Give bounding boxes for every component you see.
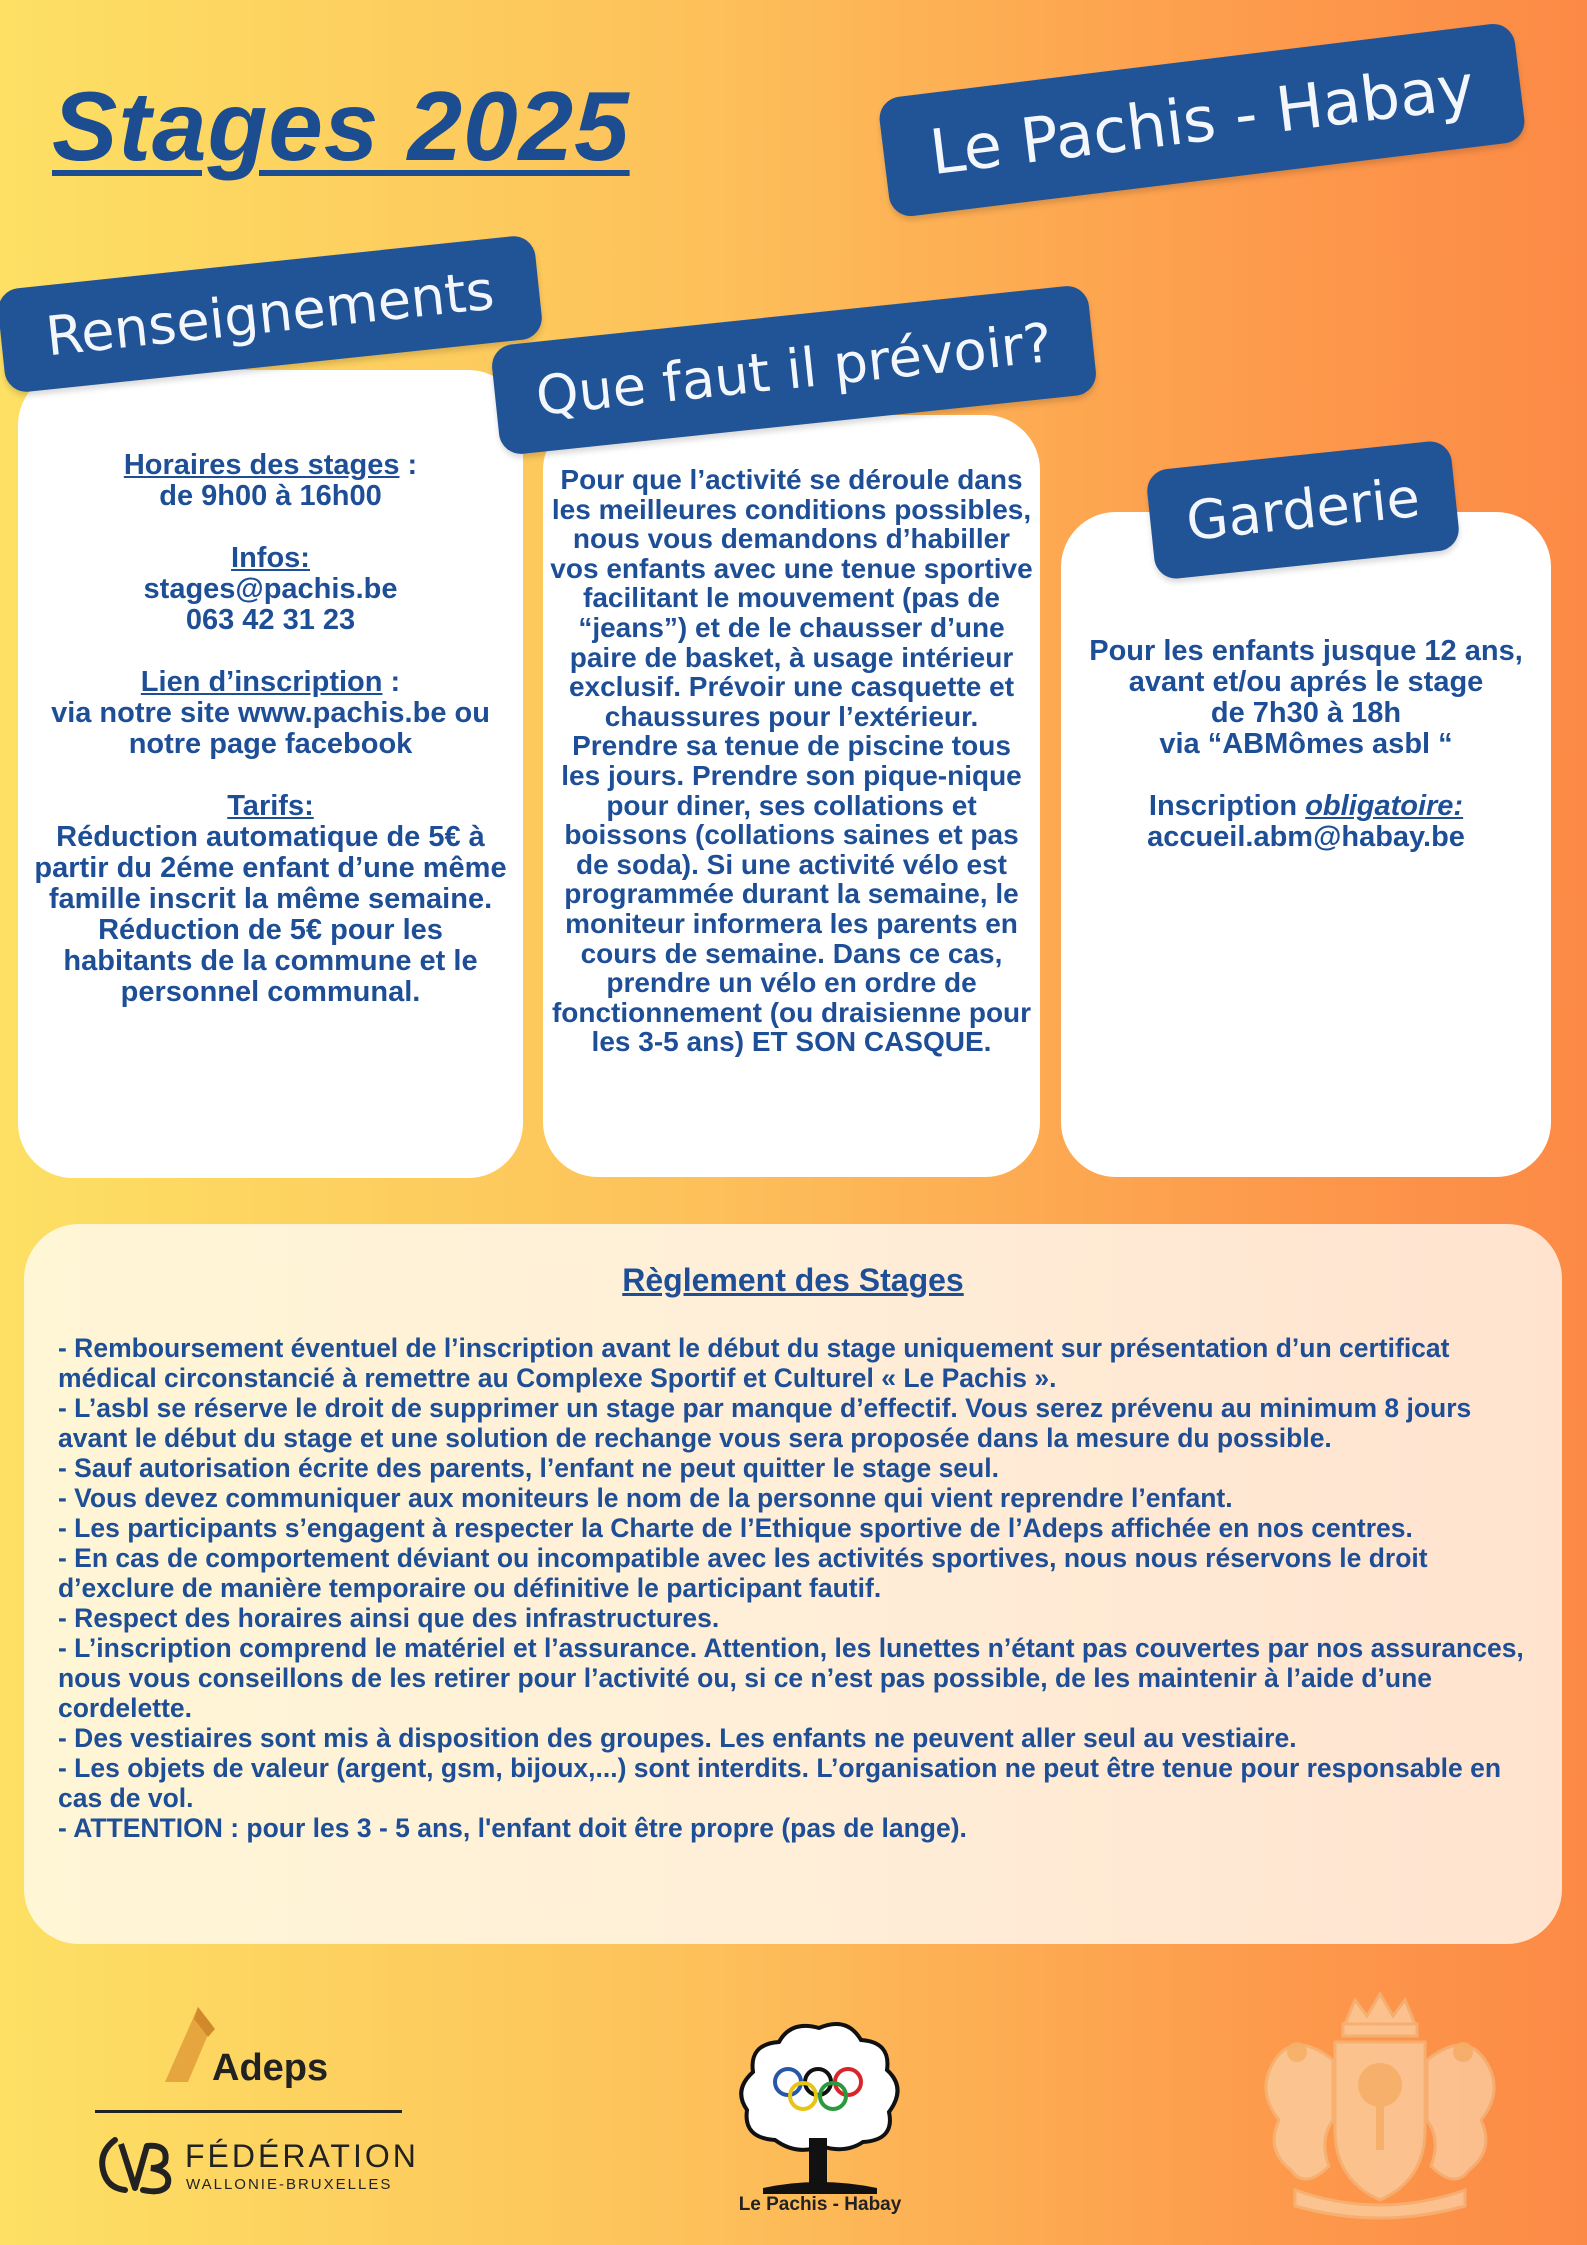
rule-item: - Sauf autorisation écrite des parents, l’enfant ne peut quitter le stage seul.	[58, 1453, 999, 1483]
garderie-email[interactable]: accueil.abm@habay.be	[1147, 821, 1465, 853]
lien-label: Lien d’inscription	[140, 666, 383, 698]
garderie-card	[1061, 512, 1551, 1177]
infos-phone[interactable]: 063 42 31 23	[185, 604, 356, 636]
rule-item: - Remboursement éventuel de l’inscription avant le début du stage uniquement sur présentation d’un certificat médical circonstancié à remettre au Complexe Sportif et Culturel « Le Pachis ».	[58, 1333, 1450, 1393]
prevoir-text: Pour que l’activité se déroule dans les meilleures conditions possibles, nous vous demandons d’habiller vos enfants avec une tenue sportive facilitant le mouvement (pas de “jeans”) et de le chausser d’une paire de basket, à usage intérieur exclusif. Prévoir une casquette et chaussures pour l’extérieur. Prendre sa tenue de piscine tous les jours. Prendre son pique-nique pour diner, ses collations et boissons (collations saines et pas de soda). Si une activité vélo est programmée durant la semaine, le moniteur informera les parents en cours de semaine. Dans ce cas, prendre un vélo en ordre de fonctionnement (ou draisienne pour les 3-5 ans) ET SON CASQUE.	[550, 464, 1033, 1058]
infos-email[interactable]: stages@pachis.be	[143, 573, 398, 605]
adeps-text: Adeps	[212, 2047, 329, 2089]
fwb-logo	[95, 2132, 419, 2202]
adeps-logo	[150, 2005, 380, 2095]
renseignements-card: Horaires des stages : de 9h00 à 16h00 Infos: stages@pachis.be 063 42 31 23 Lien d’inscription : via notre site www.pachis.be ou notre page facebook Tarifs: Réduction automatique de 5€ à partir du 2éme enfant d’une même famille inscrit la même semaine. Réduction de 5€ pour les habitants de la commune et le personnel communal.	[18, 370, 523, 1178]
fwb-title: FÉDÉRATION	[185, 2138, 419, 2174]
pachis-logo-label: Le Pachis - Habay	[738, 2194, 902, 2215]
venue-tag: Le Pachis - Habay	[877, 21, 1527, 218]
garderie-line4: via “ABMômes asbl “	[1159, 728, 1453, 760]
prevoir-card	[543, 415, 1040, 1177]
renseignements-heading: Renseignements	[0, 234, 544, 394]
page-title: Stages 2025	[52, 71, 630, 181]
garderie-inscription-label: Inscription	[1148, 790, 1298, 822]
logo-divider	[95, 2110, 402, 2113]
rule-item: - Des vestiaires sont mis à disposition des groupes. Les enfants ne peuvent aller seul au vestiaire.	[58, 1723, 1297, 1753]
infos-label: Infos:	[231, 542, 310, 574]
garderie-line2: avant et/ou aprés le stage	[1128, 666, 1484, 698]
garderie-line1: Pour les enfants jusque 12 ans,	[1089, 635, 1523, 667]
rule-item: - En cas de comportement déviant ou incompatible avec les activités sportives, nous nous réservons le droit d’exclure de manière temporaire ou définitive le participant fautif.	[58, 1543, 1428, 1603]
pachis-logo	[735, 2020, 905, 2220]
reglement-heading: Règlement des Stages	[622, 1262, 964, 1298]
garderie-line3: de 7h30 à 18h	[1210, 697, 1402, 729]
garderie-obligatoire: obligatoire:	[1305, 790, 1464, 822]
rule-item: - Vous devez communiquer aux moniteurs le nom de la personne qui vient reprendre l’enfant.	[58, 1483, 1233, 1513]
fwb-subtitle: WALLONIE-BRUXELLES	[186, 2176, 393, 2193]
prevoir-heading: Que faut il prévoir?	[490, 284, 1098, 456]
reglement-panel	[24, 1224, 1562, 1944]
rule-item: - L’inscription comprend le matériel et l’assurance. Attention, les lunettes n’étant pas couvertes par nos assurances, nous vous conseillons de les retirer pour l’activité ou, si ce n’est pas possible, de les maintenir à l’aide d’une cordelette.	[58, 1633, 1524, 1723]
rule-item: - Les objets de valeur (argent, gsm, bijoux,...) sont interdits. L’organisation ne peut être tenue pour responsable en cas de vol.	[58, 1753, 1502, 1813]
reglement-list	[58, 1333, 1528, 1843]
tarifs-value: Réduction automatique de 5€ à partir du 2éme enfant d’une même famille inscrit la même semaine. Réduction de 5€ pour les habitants de la commune et le personnel communal.	[34, 821, 507, 1008]
lien-value[interactable]: via notre site www.pachis.be ou notre page facebook	[51, 697, 490, 760]
fwb-mark-icon	[95, 2132, 180, 2197]
rule-item: - ATTENTION : pour les 3 - 5 ans, l'enfant doit être propre (pas de lange).	[58, 1813, 967, 1843]
garderie-heading: Garderie	[1145, 439, 1461, 580]
rule-item: - Respect des horaires ainsi que des infrastructures.	[58, 1603, 720, 1633]
horaires-label: Horaires des stages	[123, 449, 400, 481]
tarifs-label: Tarifs:	[227, 790, 314, 822]
rule-item: - Les participants s’engagent à respecter la Charte de l’Ethique sportive de l’Adeps affichée en nos centres.	[58, 1513, 1413, 1543]
habay-crest-icon	[1235, 1990, 1525, 2225]
tree-rings-icon	[735, 2020, 905, 2195]
horaires-value: de 9h00 à 16h00	[159, 480, 382, 512]
rule-item: - L’asbl se réserve le droit de supprimer un stage par manque d’effectif. Vous serez prévenu au minimum 8 jours avant le début du stage et une solution de rechange vous sera proposée dans la mesure du possible.	[58, 1393, 1472, 1453]
